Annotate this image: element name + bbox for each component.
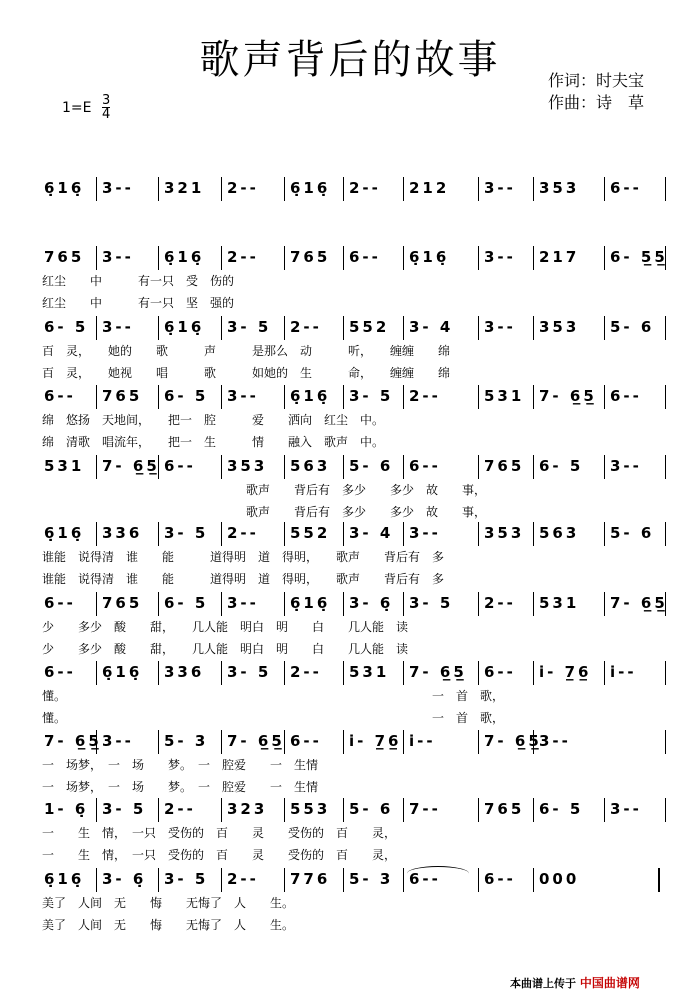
measure: 7- 6̲5̲ [539,387,597,405]
bar-line [403,661,404,685]
measure: 6̣16̣ [44,870,85,888]
time-signature: 3 4 [102,93,111,122]
measure: 6-- [290,732,322,750]
measure: 6-- [44,663,76,681]
notes-line [40,455,665,479]
bar-line [158,868,159,892]
bar-line [478,522,479,546]
bar-line [221,316,222,340]
measure: 6̣16̣ [102,663,143,681]
measure: 563 [539,524,580,542]
measure: 3-- [610,457,642,475]
bar-line [96,316,97,340]
bar-line [665,661,666,685]
bar-line [665,592,666,616]
measure: 6̣16̣ [290,387,331,405]
bar-line [665,522,666,546]
bar-line [533,316,534,340]
bar-line [284,316,285,340]
bar-line [96,661,97,685]
measure: 7- 6̲5̲ [102,457,160,475]
bar-line [478,316,479,340]
footer: 本曲谱上传于 中国曲谱网 [510,976,640,990]
measure: 5- 6 [349,457,394,475]
notes-line [40,592,668,616]
lyric-line: 一 生 情， 一只 受伤的 百 灵 受伤的 百 灵， [42,826,397,840]
measure: 3-- [102,179,134,197]
lyric-line: 懂。 一 首 歌， [42,689,505,703]
bar-line [221,455,222,479]
bar-line [284,522,285,546]
measure: 5- 3 [164,732,209,750]
measure: 5- 3 [349,870,394,888]
measure: 3- 5 [409,594,454,612]
bar-line [343,592,344,616]
notes-line [40,385,665,409]
bar-line [158,246,159,270]
measure: 7- 6̲5̲ [484,732,542,750]
bar-line [533,661,534,685]
bar-line [96,730,97,754]
notes-line [40,522,665,546]
measure: 6- 5 [539,457,584,475]
bar-line [665,798,666,822]
measure: 6̣16̣ [164,318,205,336]
measure: 3-- [102,318,134,336]
bar-line [604,798,605,822]
bar-line [665,177,666,201]
measure: i-- [610,663,637,681]
bar-line [284,730,285,754]
measure: 6̣16̣ [290,179,331,197]
bar-line [158,177,159,201]
measure: i- 7̲6̲ [539,663,592,681]
measure: 3- 5 [102,800,147,818]
bar-line [604,522,605,546]
measure: 3- 4 [409,318,454,336]
bar-line [96,868,97,892]
measure: 321 [164,179,205,197]
measure: 323 [227,800,268,818]
bar-line [343,661,344,685]
measure: 7-- [409,800,441,818]
bar-line [403,592,404,616]
lyric-line: 谁能 说得清 谁 能 道得明 道 得明， 歌声 背后有 多 [42,550,445,564]
measure: 7- 6̲5̲ [409,663,467,681]
measure: 3-- [484,179,516,197]
measure: 5- 6 [610,524,655,542]
lyric-line: 红尘 中 有一只 坚 强的 [42,296,235,310]
measure: 563 [290,457,331,475]
lyric-line: 百 灵， 她视 唱 歌 如她的 生 命， 缠缠 绵 [42,366,451,380]
measure: 3- 5 [164,870,209,888]
measure: 7- 6̲5̲ [610,594,668,612]
measure: 7- 6̲5̲ [227,732,285,750]
measure: 5- 6 [610,318,655,336]
measure: 2-- [409,387,441,405]
measure: 3-- [227,594,259,612]
lyric-line: 一 场梦， 一 场 梦。 一 腔爱 一 生情 [42,758,319,772]
lyric-line: 谁能 说得清 谁 能 道得明 道 得明， 歌声 背后有 多 [42,572,445,586]
bar-line [221,246,222,270]
tie-mark [407,866,469,881]
bar-line [96,798,97,822]
notes-line [40,177,665,201]
lyric-line: 少 多少 酸 甜， 几人能 明白 明 白 几人能 读 [42,642,409,656]
bar-line [343,455,344,479]
measure: 6̣16̣ [44,179,85,197]
measure: 336 [102,524,143,542]
measure: 2-- [227,179,259,197]
bar-line [221,661,222,685]
notes-line [40,661,665,685]
bar-line [478,868,479,892]
measure: 552 [349,318,390,336]
measure: 6- 5 [164,594,209,612]
bar-line [478,246,479,270]
measure: 553 [290,800,331,818]
measure: 336 [164,663,205,681]
bar-line [343,177,344,201]
measure: 5- 6 [349,800,394,818]
notes-line [40,730,665,754]
lyric-line: 懂。 一 首 歌， [42,711,505,725]
bar-line [533,522,534,546]
bar-line [403,798,404,822]
bar-line [96,592,97,616]
measure: 6-- [44,387,76,405]
bar-line [478,798,479,822]
notes-line [40,246,668,270]
measure: 217 [539,248,580,266]
bar-line [533,730,534,754]
lyric-line: 美了 人间 无 悔 无悔了 人 生。 [42,896,295,910]
measure: 765 [484,800,525,818]
bar-line [96,385,97,409]
measure: 6-- [44,594,76,612]
measure: 3- 4 [349,524,394,542]
bar-line [403,522,404,546]
bar-line [158,455,159,479]
measure: 3-- [227,387,259,405]
bar-line [158,798,159,822]
measure: 000 [539,870,580,888]
bar-line [533,177,534,201]
measure: 765 [44,248,85,266]
bar-line [478,730,479,754]
measure: 2-- [164,800,196,818]
bar-line [478,661,479,685]
measure: 3-- [484,318,516,336]
bar-line [478,592,479,616]
bar-line [343,522,344,546]
measure: 353 [539,318,580,336]
measure: 765 [102,594,143,612]
measure: 552 [290,524,331,542]
measure: 212 [409,179,450,197]
measure: 3-- [610,800,642,818]
measure: 3-- [102,732,134,750]
bar-line [403,455,404,479]
notes-line [40,316,665,340]
measure: 531 [349,663,390,681]
measure: 6̣16̣ [44,524,85,542]
bar-line [343,316,344,340]
bar-line [284,455,285,479]
bar-line [284,177,285,201]
lyric-line: 一 场梦， 一 场 梦。 一 腔爱 一 生情 [42,780,319,794]
measure: 1- 6̣ [44,800,89,818]
lyric-line: 少 多少 酸 甜， 几人能 明白 明 白 几人能 读 [42,620,409,634]
bar-line [533,246,534,270]
bar-line [158,522,159,546]
measure: 3-- [102,248,134,266]
bar-line [221,868,222,892]
measure: 6- 5̲5̲ [610,248,668,266]
measure: 6-- [484,870,516,888]
key-signature: 1=E [62,100,92,116]
composer-credit: 作曲：诗 草 [548,93,645,112]
bar-line [221,730,222,754]
lyric-line: 绵 悠扬 天地间， 把一 腔 爱 洒向 红尘 中。 [42,413,385,427]
measure: i-- [409,732,436,750]
measure: 353 [539,179,580,197]
measure: 2-- [349,179,381,197]
bar-line [343,385,344,409]
lyricist-credit: 作词：时夫宝 [548,71,645,90]
measure: 765 [102,387,143,405]
bar-line [665,316,666,340]
bar-line [478,177,479,201]
measure: 3- 5 [227,318,272,336]
measure: 2-- [290,663,322,681]
bar-line [221,385,222,409]
bar-line [533,455,534,479]
bar-line [665,455,666,479]
bar-line [158,592,159,616]
notes-line [40,798,665,822]
bar-line [604,177,605,201]
measure: 3-- [484,248,516,266]
bar-line [403,246,404,270]
measure: 3-- [409,524,441,542]
bar-line [221,177,222,201]
bar-line [403,316,404,340]
bar-line [221,798,222,822]
bar-line [604,661,605,685]
measure: 6-- [610,179,642,197]
bar-line [665,730,666,754]
bar-line [284,246,285,270]
credits [548,70,644,114]
measure: 3-- [539,732,571,750]
measure: 2-- [290,318,322,336]
bar-line [403,868,404,892]
measure: 2-- [227,870,259,888]
bar-line [221,522,222,546]
lyric-line: 歌声 背后有 多少 多少 故 事， [42,505,487,519]
bar-line [284,868,285,892]
measure: i- 7̲6̲ [349,732,402,750]
bar-line [158,730,159,754]
measure: 3- 6̣ [102,870,147,888]
lyric-line: 百 灵， 她的 歌 声 是那么 动 听， 缠缠 绵 [42,344,451,358]
measure: 6-- [164,457,196,475]
bar-line [478,385,479,409]
bar-line [403,385,404,409]
measure: 6-- [349,248,381,266]
bar-line [96,455,97,479]
bar-line [665,385,666,409]
measure: 6- 5 [44,318,89,336]
song-title: 歌声背后的故事 [199,37,501,83]
measure: 3- 5 [164,524,209,542]
final-bar-line [658,868,660,892]
bar-line [284,798,285,822]
measure: 3- 5 [349,387,394,405]
bar-line [403,730,404,754]
measure: 6-- [484,663,516,681]
bar-line [284,592,285,616]
bar-line [284,385,285,409]
bar-line [604,455,605,479]
bar-line [343,730,344,754]
measure: 6̣16̣ [409,248,450,266]
lyric-line: 绵 清歌 唱流年， 把一 生 情 融入 歌声 中。 [42,435,385,449]
bar-line [604,246,605,270]
measure: 6̣16̣ [290,594,331,612]
bar-line [221,592,222,616]
bar-line [343,798,344,822]
bar-line [665,246,666,270]
measure: 2-- [227,248,259,266]
bar-line [158,661,159,685]
bar-line [158,316,159,340]
bar-line [158,385,159,409]
measure: 6-- [409,870,441,888]
bar-line [533,868,534,892]
bar-line [284,661,285,685]
measure: 3- 5 [227,663,272,681]
measure: 353 [227,457,268,475]
bar-line [343,868,344,892]
measure: 776 [290,870,331,888]
measure: 531 [539,594,580,612]
notes-line [40,868,665,892]
measure: 531 [484,387,525,405]
lyric-line: 一 生 情， 一只 受伤的 百 灵 受伤的 百 灵， [42,848,397,862]
bar-line [96,246,97,270]
measure: 6̣16̣ [164,248,205,266]
bar-line [533,592,534,616]
bar-line [604,592,605,616]
bar-line [96,177,97,201]
lyric-line: 歌声 背后有 多少 多少 故 事， [42,483,487,497]
bar-line [403,177,404,201]
bar-line [533,385,534,409]
bar-line [533,798,534,822]
bar-line [96,522,97,546]
measure: 6-- [409,457,441,475]
measure: 7- 6̲5̲ [44,732,102,750]
measure: 765 [290,248,331,266]
measure: 531 [44,457,85,475]
lyric-line: 红尘 中 有一只 受 伤的 [42,274,235,288]
measure: 6- 5 [164,387,209,405]
measure: 765 [484,457,525,475]
bar-line [604,316,605,340]
measure: 2-- [484,594,516,612]
measure: 2-- [227,524,259,542]
site-logo: 中国曲谱网 [579,976,640,990]
lyric-line: 美了 人间 无 悔 无悔了 人 生。 [42,918,295,932]
measure: 6- 5 [539,800,584,818]
measure: 6-- [610,387,642,405]
measure: 353 [484,524,525,542]
bar-line [478,455,479,479]
bar-line [343,246,344,270]
measure: 3- 6̣ [349,594,394,612]
bar-line [604,385,605,409]
